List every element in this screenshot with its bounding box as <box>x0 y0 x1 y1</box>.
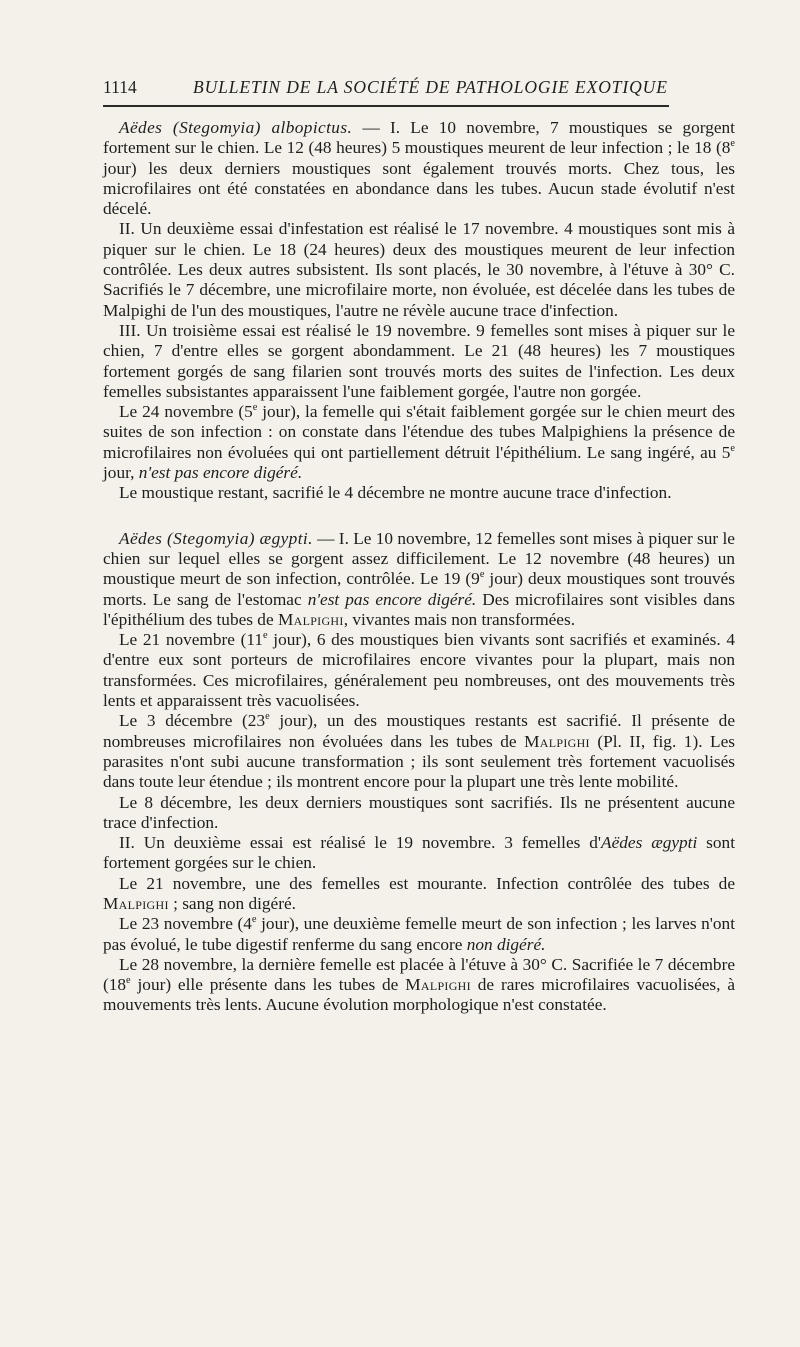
text-span: ; sang non digéré. <box>168 893 296 913</box>
text-span: jour) elle présente dans les tubes de <box>130 975 406 995</box>
text-span: Des microfilaires sont visibles dans l'épithélium des tubes de <box>103 589 735 629</box>
author-name-smallcaps: Malpighi <box>277 609 344 629</box>
author-name-smallcaps: Malpighi <box>524 731 590 751</box>
text-span: III. Un troisième essai est réalisé le 19 novembre. 9 femelles sont mises à piquer sur le chien, 7 d'entre elles se gorgent abondamment. Le 21 (48 heures) les 7 moustiques fortement gorgés de sang filarien sont trouvés morts des suites de l'infection. Les deux femelles subsistantes apparaissent l'une faiblement gorgée, l'autre non gorgée. <box>103 320 735 401</box>
superscript: e <box>265 711 270 723</box>
text-span: jour, <box>103 463 139 483</box>
author-name-smallcaps: Malpighi <box>405 975 471 995</box>
paragraph-aegypti-2 <box>103 630 735 711</box>
paragraph-aegypti-5 <box>103 833 735 874</box>
italic-span: n'est pas encore digéré. <box>307 589 477 609</box>
text-span: II. Un deuxième essai d'infestation est réalisé le 17 novembre. 4 moustiques sont mis à piquer sur le chien. Le 18 (24 heures) deux des moustiques meurent de leur infection contrôlée. Les deux autres subsistent. Ils sont placés, le 30 novembre, à l'étuve à 30° C. Sacrifiés le 7 décembre, une microfilaire morte, non évoluée, est décelée dans les tubes de Malpighi de l'un des moustiques, l'autre ne révèle aucune trace d'infection. <box>103 219 735 320</box>
paragraph-albopictus-2 <box>103 219 735 320</box>
text-span: jour), 6 des moustiques bien vivants sont sacrifiés et examinés. 4 d'entre eux sont porteurs de microfilaires encore vivantes pour la plupart, mais non transformées. Ces microfilaires, généralement peu nombreuses, ont des mouvements très lents et apparaissent très vacuolisées. <box>103 630 735 711</box>
text-span: Le 8 décembre, les deux derniers moustiques sont sacrifiés. Ils ne présentent aucune trace d'infection. <box>103 792 735 832</box>
running-title: BULLETIN DE LA SOCIÉTÉ DE PATHOLOGIE EXOTIQUE <box>193 77 668 97</box>
text-span: de rares microfilaires vacuolisées, à mouvements très lents. Aucune évolution morphologique n'est constatée. <box>103 975 735 1015</box>
running-header <box>103 76 671 98</box>
superscript: e <box>479 569 485 581</box>
superscript: e <box>730 442 735 454</box>
text-span: — I. Le 10 novembre, 7 moustiques se gorgent fortement sur le chien. Le 12 (48 heures) 5 moustiques meurent de leur infection ; le 18 (8 <box>103 118 735 158</box>
author-name-smallcaps: Malpighi <box>103 893 169 913</box>
text-span: Le 3 décembre (23 <box>119 711 266 731</box>
italic-span: Aëdes ægypti <box>601 833 698 853</box>
paragraph-albopictus-3 <box>103 321 735 402</box>
paragraph-aegypti-6 <box>103 874 735 915</box>
italic-span: non digéré. <box>466 934 546 954</box>
text-span: Le 24 novembre (5 <box>119 402 253 422</box>
superscript: e <box>251 914 257 926</box>
paragraph-albopictus-5 <box>103 483 735 503</box>
paragraph-aegypti-1 <box>103 529 735 630</box>
text-span: jour), la femelle qui s'était faiblement gorgée sur le chien meurt des suites de son infection : on constate dans l'étendue des tubes Malpighiens la présence de microfilaires non évoluées qui ont partiellement détruit l'épithélium. Le sang ingéré, au 5 <box>103 402 735 462</box>
superscript: e <box>126 975 131 987</box>
species-heading-albopictus: Aëdes (Stegomyia) albopictus. <box>119 118 353 137</box>
text-span: Le 21 novembre, une des femelles est mourante. Infection contrôlée des tubes de <box>119 873 735 893</box>
text-span: jour) deux moustiques sont trouvés morts. Le sang de l'estomac <box>103 569 735 609</box>
text-span: — I. Le 10 novembre, 12 femelles sont mises à piquer sur le chien sur lequel elles se gorgent assez difficilement. Le 12 novembre (48 heures) un moustique meurt de son infection, contrôlée. Le 19 (9 <box>103 528 735 589</box>
text-span: , vivantes mais non transformées. <box>343 609 576 629</box>
header-rule <box>103 105 669 107</box>
paragraph-aegypti-7 <box>103 914 735 955</box>
superscript: e <box>730 138 735 150</box>
text-span: sont fortement gorgées sur le chien. <box>103 833 735 873</box>
paragraph-aegypti-4 <box>103 793 735 834</box>
text-span: Le moustique restant, sacrifié le 4 décembre ne montre aucune trace d'infection. <box>119 483 672 503</box>
paragraph-albopictus-1 <box>103 118 735 219</box>
page-number: 1114 <box>103 77 137 97</box>
paragraph-albopictus-4 <box>103 402 735 483</box>
article-body <box>103 118 735 1016</box>
paragraph-aegypti-3 <box>103 711 735 792</box>
text-span: jour) les deux derniers moustiques sont également trouvés morts. Chez tous, les microfilaires ont été constatées en abondance dans les tubes. Aucun stade évolutif n'est décelé. <box>103 158 735 219</box>
text-span: Le 28 novembre, la dernière femelle est placée à l'étuve à 30° C. Sacrifiée le 7 décembre (18 <box>103 954 735 995</box>
superscript: e <box>252 402 258 414</box>
text-span: Le 23 novembre (4 <box>119 914 252 934</box>
text-span: jour), un des moustiques restants est sacrifié. Il présente de nombreuses microfilaires non évoluées dans les tubes de <box>103 711 735 751</box>
species-heading-aegypti: Aëdes (Stegomyia) ægypti. <box>119 528 313 548</box>
text-span: (Pl. II, fig. 1). Les parasites n'ont subi aucune transformation ; ils sont seulement très fortement vacuolisés dans toute leur étendue ; ils montrent encore pour la plupart une très lente mobilité. <box>103 731 735 792</box>
text-span: jour), une deuxième femelle meurt de son infection ; les larves n'ont pas évolué, le tube digestif renferme du sang encore <box>103 914 736 954</box>
paragraph-aegypti-8 <box>103 955 735 1016</box>
text-span: Le 21 novembre (11 <box>119 630 263 650</box>
superscript: e <box>263 630 268 642</box>
italic-span: n'est pas encore digéré. <box>138 463 303 483</box>
text-span: II. Un deuxième essai est réalisé le 19 novembre. 3 femelles d' <box>119 833 602 853</box>
